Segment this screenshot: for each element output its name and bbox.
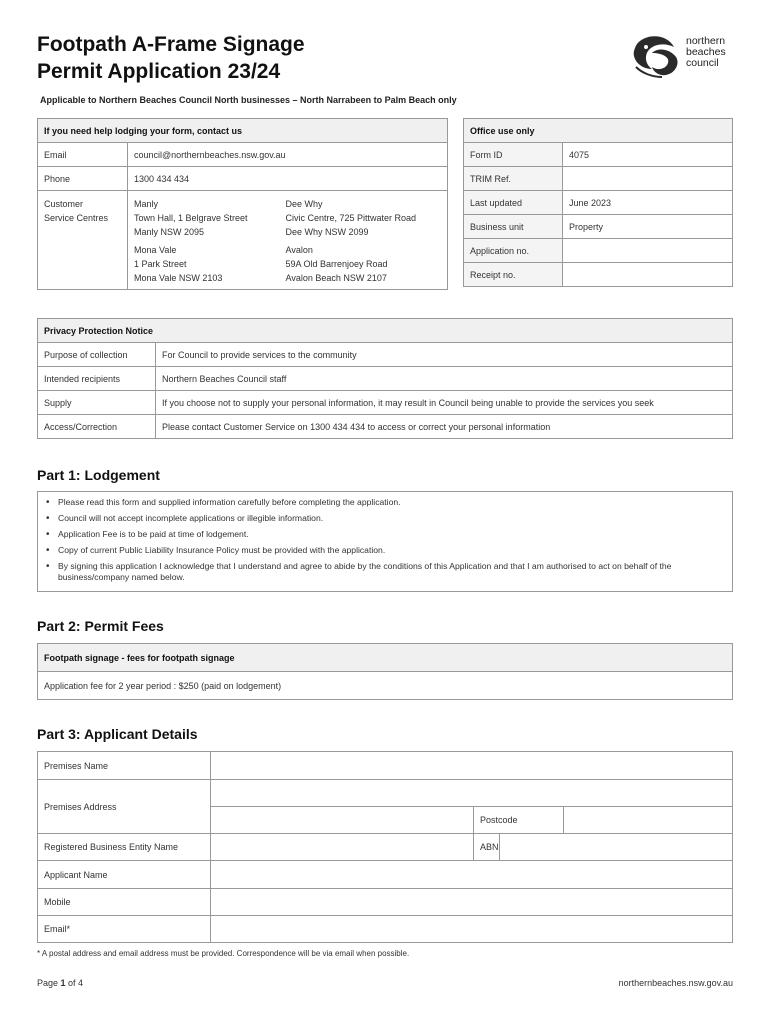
postcode-label: Postcode bbox=[474, 807, 564, 834]
postcode-field[interactable] bbox=[564, 807, 733, 834]
abn-field[interactable] bbox=[500, 834, 733, 861]
lodgement-bullet-list bbox=[37, 491, 733, 592]
form-id-label: Form ID bbox=[464, 143, 563, 167]
part3-heading: Part 3: Applicant Details bbox=[37, 726, 198, 742]
council-logo bbox=[630, 33, 740, 79]
centres-label-line-2: Service Centres bbox=[44, 213, 109, 223]
mobile-field[interactable] bbox=[211, 889, 733, 916]
email-field[interactable] bbox=[211, 916, 733, 943]
trim-ref-label: TRIM Ref. bbox=[464, 167, 563, 191]
applicant-details-table bbox=[37, 751, 733, 943]
office-use-table bbox=[463, 118, 733, 287]
help-header: If you need help lodging your form, contact us bbox=[38, 119, 448, 143]
logo-text-line-3: council bbox=[686, 57, 719, 69]
trim-ref-field[interactable] bbox=[563, 167, 733, 191]
applicant-name-field[interactable] bbox=[211, 861, 733, 889]
title-line-1: Footpath A-Frame Signage bbox=[37, 33, 305, 56]
privacy-supply-value: If you choose not to supply your personal information, it may result in Council being unable to provide the services you seek bbox=[156, 391, 733, 415]
privacy-supply-label: Supply bbox=[38, 391, 156, 415]
privacy-recipients-label: Intended recipients bbox=[38, 367, 156, 391]
privacy-access-label: Access/Correction bbox=[38, 415, 156, 439]
application-no-label: Application no. bbox=[464, 239, 563, 263]
title-line-2: Permit Application 23/24 bbox=[37, 60, 281, 83]
centre-name: Dee Why bbox=[285, 199, 323, 209]
centre-name: Avalon bbox=[285, 245, 313, 255]
centre-suburb: Mona Vale NSW 2103 bbox=[134, 273, 223, 283]
receipt-no-field[interactable] bbox=[563, 263, 733, 287]
page-current: 1 bbox=[60, 978, 66, 988]
centre-suburb: Manly NSW 2095 bbox=[134, 227, 205, 237]
premises-name-field[interactable] bbox=[211, 752, 733, 780]
email-label: Email bbox=[38, 143, 128, 167]
abn-label: ABN bbox=[474, 834, 500, 861]
centre-dee-why bbox=[280, 191, 448, 240]
privacy-purpose-label: Purpose of collection bbox=[38, 343, 156, 367]
list-item: • Please read this form and supplied information carefully before completing the application. bbox=[46, 497, 724, 508]
privacy-purpose-value: For Council to provide services to the community bbox=[156, 343, 733, 367]
form-id-value: 4075 bbox=[563, 143, 733, 167]
centres-label-line-1: Customer bbox=[44, 199, 84, 209]
fees-header: Footpath signage - fees for footpath signage bbox=[38, 644, 733, 672]
permit-fees-table bbox=[37, 643, 733, 700]
privacy-recipients-value: Northern Beaches Council staff bbox=[156, 367, 733, 391]
applicant-name-label: Applicant Name bbox=[38, 861, 211, 889]
centre-address: Town Hall, 1 Belgrave Street bbox=[134, 213, 248, 223]
logo-text-line-1: northern bbox=[686, 35, 726, 47]
centre-address: 1 Park Street bbox=[134, 259, 187, 269]
centres-label bbox=[38, 191, 128, 290]
privacy-notice-table bbox=[37, 318, 733, 439]
mobile-label: Mobile bbox=[38, 889, 211, 916]
help-contact-table bbox=[37, 118, 448, 290]
logo-text-line-2: beaches bbox=[686, 46, 726, 58]
premises-name-label: Premises Name bbox=[38, 752, 211, 780]
premises-address-field-line2[interactable] bbox=[211, 807, 474, 834]
application-no-field[interactable] bbox=[563, 239, 733, 263]
centre-suburb: Dee Why NSW 2099 bbox=[285, 227, 369, 237]
logo-text bbox=[686, 36, 726, 69]
privacy-access-value: Please contact Customer Service on 1300 434 434 to access or correct your personal information bbox=[156, 415, 733, 439]
list-item: • By signing this application I acknowledge that I understand and agree to abide by the conditions of this Application and that I am authorised to act on behalf of the business/company named below. bbox=[46, 561, 724, 583]
page-title bbox=[37, 31, 305, 85]
part1-heading: Part 1: Lodgement bbox=[37, 467, 160, 483]
registered-business-label: Registered Business Entity Name bbox=[38, 834, 211, 861]
centre-suburb: Avalon Beach NSW 2107 bbox=[285, 273, 387, 283]
phone-label: Phone bbox=[38, 167, 128, 191]
page-number bbox=[37, 978, 83, 988]
page-suffix: of 4 bbox=[65, 978, 84, 988]
footnote: * A postal address and email address must be provided. Correspondence will be via email when possible. bbox=[37, 949, 410, 958]
receipt-no-label: Receipt no. bbox=[464, 263, 563, 287]
office-header: Office use only bbox=[464, 119, 733, 143]
last-updated-value: June 2023 bbox=[563, 191, 733, 215]
list-item: • Application Fee is to be paid at time of lodgement. bbox=[46, 529, 724, 540]
centre-manly bbox=[128, 191, 280, 240]
list-item: • Copy of current Public Liability Insurance Policy must be provided with the application. bbox=[46, 545, 724, 556]
centre-mona-vale bbox=[128, 239, 280, 290]
business-unit-value: Property bbox=[563, 215, 733, 239]
website-link[interactable]: northernbeaches.nsw.gov.au bbox=[618, 978, 733, 988]
centre-name: Mona Vale bbox=[134, 245, 177, 255]
email-field-label: Email* bbox=[38, 916, 211, 943]
premises-address-label: Premises Address bbox=[38, 780, 211, 834]
part2-heading: Part 2: Permit Fees bbox=[37, 618, 164, 634]
centre-address: Civic Centre, 725 Pittwater Road bbox=[285, 213, 417, 223]
centre-address: 59A Old Barrenjoey Road bbox=[285, 259, 388, 269]
email-value[interactable]: council@northernbeaches.nsw.gov.au bbox=[128, 143, 448, 167]
list-item: • Council will not accept incomplete applications or illegible information. bbox=[46, 513, 724, 524]
fees-text: Application fee for 2 year period : $250 (paid on lodgement) bbox=[38, 672, 733, 700]
centre-name: Manly bbox=[134, 199, 159, 209]
applicable-note: Applicable to Northern Beaches Council North businesses – North Narrabeen to Palm Beach only bbox=[40, 95, 457, 105]
registered-business-field[interactable] bbox=[211, 834, 474, 861]
last-updated-label: Last updated bbox=[464, 191, 563, 215]
privacy-header: Privacy Protection Notice bbox=[38, 319, 733, 343]
phone-value[interactable]: 1300 434 434 bbox=[128, 167, 448, 191]
council-logo-icon bbox=[630, 33, 682, 79]
business-unit-label: Business unit bbox=[464, 215, 563, 239]
page-prefix: Page bbox=[37, 978, 61, 988]
premises-address-field[interactable] bbox=[211, 780, 733, 807]
centre-avalon bbox=[280, 239, 448, 290]
